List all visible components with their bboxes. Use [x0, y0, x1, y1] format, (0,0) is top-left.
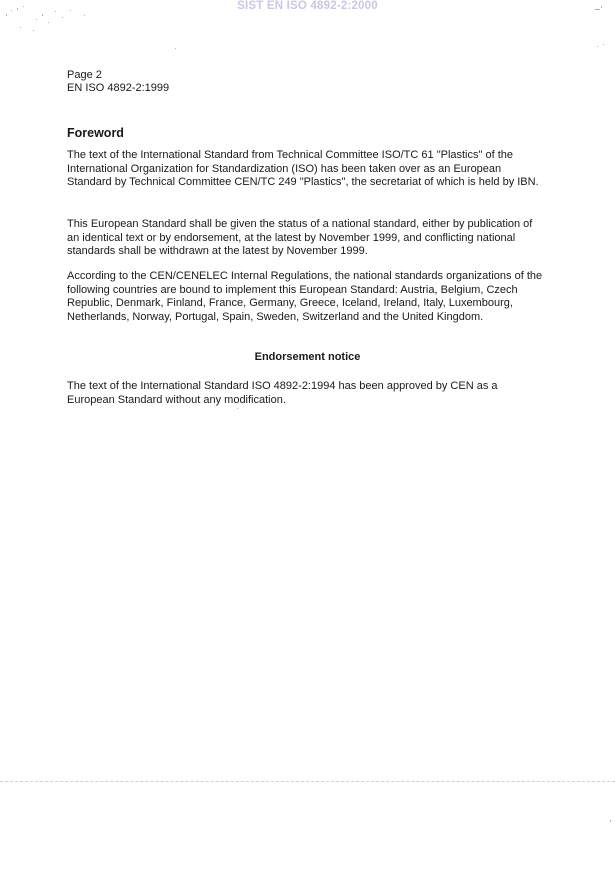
page-header: [67, 69, 169, 95]
foreword-paragraph: This European Standard shall be given the status of a national standard, either by publication of an identical text or by endorsement, at the latest by November 1999, and conflicting national standards shall be withdrawn at the latest by November 1999.: [67, 218, 533, 257]
endorsement-paragraph: The text of the International Standard ISO 4892-2:1994 has been approved by CEN as a European Standard without any modification.: [67, 380, 498, 406]
endorsement-heading: Endorsement notice: [254, 351, 361, 363]
document-number: EN ISO 4892-2:1999: [67, 82, 170, 94]
page-number: Page 2: [67, 69, 102, 81]
foreword-paragraph: The text of the International Standard from Technical Committee ISO/TC 61 "Plastics" of the International Organization for Standardization (ISO) has been taken over as an European Standard by Technical Committee CEN/TC 249 "Plastics", the secretariat of which is held by IBN.: [67, 149, 539, 188]
watermark-text: SIST EN ISO 4892-2:2000: [237, 0, 378, 12]
scan-artifact-line: [0, 781, 615, 782]
foreword-heading: Foreword: [67, 126, 124, 140]
foreword-paragraph: According to the CEN/CENELEC Internal Regulations, the national standards organizations of the following countries are bound to implement this European Standard: Austria, Belgium, Czech Republic, Denmark, Finland, France, Germany, Greece, Iceland, Ireland, Italy, Luxembourg, Netherlands, Norway, Portugal, Spain, Sweden, Switzerland and the United Kingdom.: [67, 270, 543, 323]
